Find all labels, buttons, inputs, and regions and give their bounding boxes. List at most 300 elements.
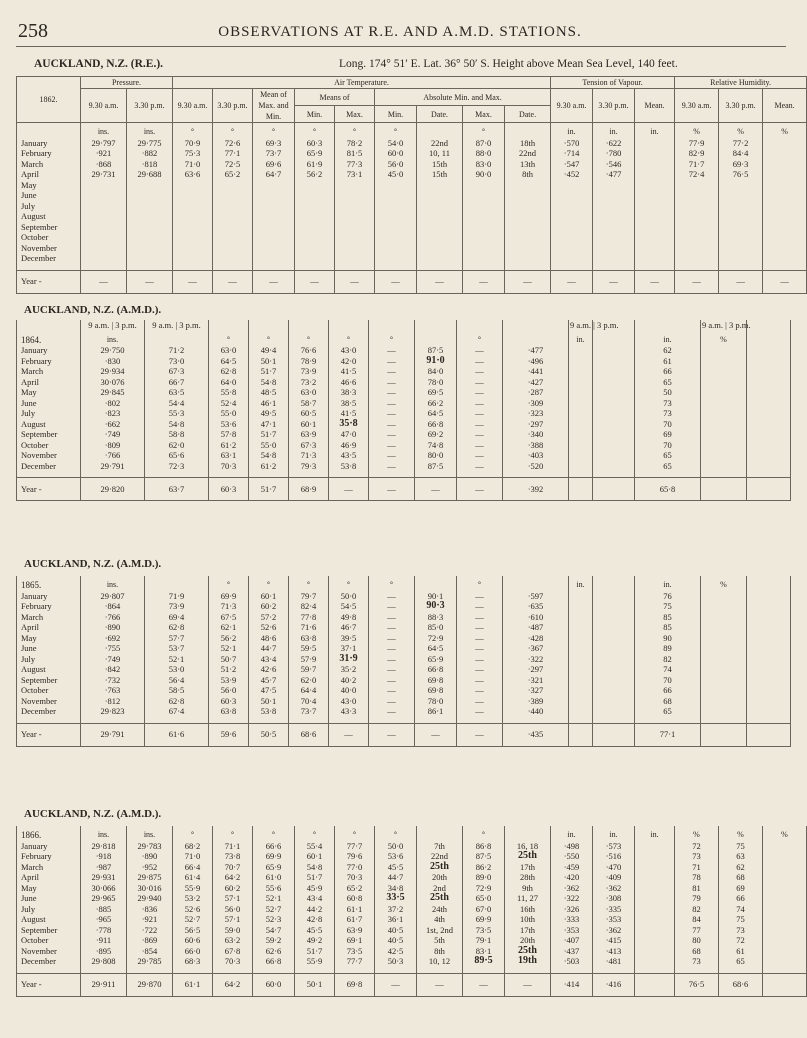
data-cell xyxy=(551,201,593,212)
data-cell: 63·9 xyxy=(335,925,375,936)
data-cell xyxy=(593,356,635,367)
data-cell: 61·4 xyxy=(173,872,213,883)
data-cell: ·854 xyxy=(127,946,173,957)
data-cell: 65·0 xyxy=(463,893,505,904)
year-total-cell: 29·820 xyxy=(81,478,145,501)
data-cell: 29·808 xyxy=(81,956,127,967)
data-cell xyxy=(701,601,747,612)
data-cell xyxy=(253,190,295,201)
year-total-cell: — xyxy=(415,723,457,746)
data-cell: 30·076 xyxy=(81,377,145,388)
data-cell: 30·016 xyxy=(127,883,173,894)
data-cell: — xyxy=(457,601,503,612)
year-total-cell: — xyxy=(329,723,369,746)
year-total-cell: — xyxy=(417,973,463,996)
month-label: March xyxy=(17,366,81,377)
data-cell: 22nd xyxy=(505,148,551,159)
data-cell: ·487 xyxy=(503,622,569,633)
data-cell: 54·7 xyxy=(253,925,295,936)
data-cell: 56·0 xyxy=(375,159,417,170)
month-label: January xyxy=(17,345,81,356)
data-cell xyxy=(675,222,719,233)
data-cell xyxy=(569,612,593,623)
data-cell: 53·0 xyxy=(145,664,209,675)
year-total-cell: 60·0 xyxy=(253,973,295,996)
unit-cell: in. xyxy=(635,576,701,591)
data-cell xyxy=(763,148,807,159)
data-cell: 62·0 xyxy=(145,440,209,451)
data-cell xyxy=(417,211,463,222)
data-cell xyxy=(375,222,417,233)
table-row xyxy=(17,956,807,967)
data-cell xyxy=(719,222,763,233)
data-cell: 65 xyxy=(635,450,701,461)
data-cell: 48·6 xyxy=(249,633,289,644)
year-total-cell: ·392 xyxy=(503,478,569,501)
data-cell: 71·7 xyxy=(675,159,719,170)
unit-cell: ° xyxy=(249,576,289,591)
data-cell xyxy=(463,253,505,264)
data-cell: 29·797 xyxy=(81,138,127,149)
data-cell: 90·0 xyxy=(463,169,505,180)
unit-cell xyxy=(145,331,209,346)
data-cell: 40·0 xyxy=(329,685,369,696)
data-cell xyxy=(505,253,551,264)
data-cell: 29·783 xyxy=(127,841,173,852)
subhead-row xyxy=(17,320,791,331)
data-cell: ·714 xyxy=(551,148,593,159)
data-cell xyxy=(747,706,791,717)
unit-cell: ° xyxy=(253,826,295,841)
data-cell: 69 xyxy=(719,883,763,894)
data-cell: ·498 xyxy=(551,841,593,852)
data-cell xyxy=(635,211,675,222)
page-number: 258 xyxy=(18,20,48,42)
data-cell xyxy=(747,622,791,633)
data-cell: 65 xyxy=(635,706,701,717)
data-cell: — xyxy=(369,591,415,602)
data-cell xyxy=(335,211,375,222)
data-cell: 72 xyxy=(675,841,719,852)
month-label: December xyxy=(17,956,81,967)
data-cell: 58·5 xyxy=(145,685,209,696)
data-cell xyxy=(701,461,747,472)
data-cell xyxy=(173,211,213,222)
unit-cell: ° xyxy=(213,826,253,841)
head-mean-of: Mean of Max. and Min. xyxy=(253,89,295,123)
data-cell: 53·6 xyxy=(209,419,249,430)
data-cell: ·340 xyxy=(503,429,569,440)
subhead-cell xyxy=(457,320,503,331)
unit-cell: in. xyxy=(635,123,675,138)
data-cell: 77·7 xyxy=(335,841,375,852)
data-cell xyxy=(551,253,593,264)
data-cell xyxy=(675,190,719,201)
table-row xyxy=(17,419,791,430)
data-cell xyxy=(213,232,253,243)
data-cell: ·520 xyxy=(503,461,569,472)
subhead-cell: 9 a.m. | 3 p.m. xyxy=(702,320,751,330)
data-cell: — xyxy=(457,664,503,675)
table-row xyxy=(17,253,807,264)
year-total-cell: — xyxy=(457,723,503,746)
data-cell xyxy=(747,612,791,623)
data-cell: 56·2 xyxy=(209,633,249,644)
data-cell: 24th xyxy=(417,904,463,915)
subhead-cell xyxy=(369,320,415,331)
data-cell: ·965 xyxy=(81,914,127,925)
data-cell: 9th xyxy=(505,883,551,894)
data-cell: 71·1 xyxy=(213,841,253,852)
data-cell: — xyxy=(369,675,415,686)
data-cell: 60·3 xyxy=(209,696,249,707)
table-row xyxy=(17,356,791,367)
data-cell: 39·5 xyxy=(329,633,369,644)
unit-cell: ° xyxy=(375,123,417,138)
data-cell xyxy=(569,450,593,461)
data-cell: 59·5 xyxy=(289,643,329,654)
data-cell: 47·0 xyxy=(329,429,369,440)
data-cell xyxy=(335,190,375,201)
data-cell: 60·3 xyxy=(295,138,335,149)
table-row xyxy=(17,180,807,191)
data-cell: ·597 xyxy=(503,591,569,602)
data-cell: 1st, 2nd xyxy=(417,925,463,936)
data-cell: 47·1 xyxy=(249,419,289,430)
data-cell: 71·6 xyxy=(289,622,329,633)
table-row xyxy=(17,169,807,180)
data-cell: 75 xyxy=(719,841,763,852)
data-cell: 69·6 xyxy=(253,159,295,170)
data-cell xyxy=(295,243,335,254)
data-cell: — xyxy=(457,377,503,388)
unit-row xyxy=(17,826,807,841)
data-cell: ·780 xyxy=(593,148,635,159)
data-cell: 25th xyxy=(417,862,463,873)
table-row xyxy=(17,851,807,862)
data-cell: 73 xyxy=(635,408,701,419)
data-cell xyxy=(701,612,747,623)
data-cell xyxy=(763,243,807,254)
unit-cell: ° xyxy=(209,331,249,346)
data-cell xyxy=(593,664,635,675)
data-cell xyxy=(127,201,173,212)
data-cell: ·882 xyxy=(127,148,173,159)
data-cell: 90·1 xyxy=(415,591,457,602)
data-cell: 60·5 xyxy=(289,408,329,419)
data-cell xyxy=(747,408,791,419)
data-cell: 77·0 xyxy=(335,862,375,873)
data-cell: 60·8 xyxy=(335,893,375,904)
data-cell: 38·3 xyxy=(329,387,369,398)
data-cell: — xyxy=(457,461,503,472)
data-cell: ·297 xyxy=(503,664,569,675)
table-1862 xyxy=(16,76,807,294)
year-total-cell: — xyxy=(81,270,127,293)
data-cell: 69·3 xyxy=(719,159,763,170)
data-cell xyxy=(173,180,213,191)
data-cell xyxy=(763,159,807,170)
data-cell: 73·2 xyxy=(289,377,329,388)
data-cell: 29·731 xyxy=(81,169,127,180)
data-cell xyxy=(375,253,417,264)
data-cell: 17th xyxy=(505,925,551,936)
head-pm: 3.30 p.m. xyxy=(127,89,173,123)
data-cell: 62 xyxy=(635,345,701,356)
data-cell: 8th xyxy=(505,169,551,180)
data-cell: ·547 xyxy=(551,159,593,170)
data-cell: ·407 xyxy=(551,935,593,946)
data-cell xyxy=(701,654,747,665)
data-cell: 29·785 xyxy=(127,956,173,967)
data-cell: ·890 xyxy=(127,851,173,862)
month-label: August xyxy=(17,914,81,925)
data-cell: 69·8 xyxy=(415,685,457,696)
year-total-cell: 29·911 xyxy=(81,973,127,996)
table-1866 xyxy=(16,826,807,997)
data-cell: 74·8 xyxy=(415,440,457,451)
month-label: November xyxy=(17,946,81,957)
data-cell: 54·0 xyxy=(375,138,417,149)
month-label: April xyxy=(17,872,81,883)
data-cell: 43·3 xyxy=(329,706,369,717)
data-cell: 73·8 xyxy=(213,851,253,862)
data-cell: 8th xyxy=(417,946,463,957)
data-cell: 62·8 xyxy=(209,366,249,377)
data-cell xyxy=(335,253,375,264)
year-total-cell: — xyxy=(457,478,503,501)
data-cell: 25th xyxy=(417,893,463,904)
data-cell xyxy=(635,925,675,936)
data-cell: ·477 xyxy=(503,345,569,356)
data-cell xyxy=(635,893,675,904)
data-cell xyxy=(747,450,791,461)
year-total-cell xyxy=(701,478,747,501)
data-cell xyxy=(701,664,747,675)
data-cell: 42·5 xyxy=(375,946,417,957)
subhead-cell xyxy=(249,320,289,331)
data-cell xyxy=(593,180,635,191)
year-row xyxy=(17,478,791,501)
data-cell: 55·8 xyxy=(209,387,249,398)
data-cell xyxy=(701,633,747,644)
data-cell xyxy=(593,232,635,243)
data-cell: 67·4 xyxy=(145,706,209,717)
data-cell: 54·5 xyxy=(329,601,369,612)
table-row xyxy=(17,872,807,883)
data-cell: 56·0 xyxy=(213,904,253,915)
data-cell: 53·6 xyxy=(375,851,417,862)
year-total-label: Year - xyxy=(17,973,81,996)
data-cell xyxy=(701,591,747,602)
data-cell: 74 xyxy=(635,664,701,675)
data-cell xyxy=(569,398,593,409)
data-cell: 67·3 xyxy=(289,440,329,451)
table2-title: AUCKLAND, N.Z. (A.M.D.). xyxy=(24,304,162,316)
year-row xyxy=(17,973,807,996)
data-cell: 73·9 xyxy=(289,366,329,377)
year-total-cell: 29·870 xyxy=(127,973,173,996)
table-row xyxy=(17,841,807,852)
data-cell xyxy=(551,180,593,191)
data-cell: — xyxy=(369,696,415,707)
data-cell xyxy=(127,243,173,254)
data-cell: 31·9 xyxy=(329,654,369,665)
table1-title: AUCKLAND, N.Z. (R.E.). xyxy=(34,58,164,70)
data-cell: 66·8 xyxy=(415,664,457,675)
data-cell: 89·5 xyxy=(463,956,505,967)
data-cell xyxy=(763,935,807,946)
data-cell: 72·3 xyxy=(145,461,209,472)
data-cell: 29·791 xyxy=(81,461,145,472)
data-cell xyxy=(763,883,807,894)
month-label: October xyxy=(17,232,81,243)
data-cell: 54·8 xyxy=(249,377,289,388)
data-cell: — xyxy=(457,440,503,451)
data-cell xyxy=(635,159,675,170)
data-cell xyxy=(569,461,593,472)
air-temp-head: Air Temperature. xyxy=(173,77,551,89)
data-cell xyxy=(701,440,747,451)
data-cell: ·353 xyxy=(593,914,635,925)
data-cell: 51·2 xyxy=(209,664,249,675)
data-cell xyxy=(701,706,747,717)
data-cell: ·823 xyxy=(81,408,145,419)
data-cell: 73 xyxy=(635,398,701,409)
data-cell: — xyxy=(369,408,415,419)
data-cell: 43·4 xyxy=(295,893,335,904)
data-cell: ·440 xyxy=(503,706,569,717)
data-cell: ·362 xyxy=(593,925,635,936)
data-cell: 52·3 xyxy=(253,914,295,925)
unit-cell: ° xyxy=(463,123,505,138)
data-cell xyxy=(213,243,253,254)
data-cell xyxy=(635,169,675,180)
data-cell xyxy=(593,612,635,623)
data-cell: 72·4 xyxy=(675,169,719,180)
data-cell: 57·2 xyxy=(249,612,289,623)
data-cell xyxy=(417,253,463,264)
data-cell xyxy=(747,633,791,644)
data-cell: 69·2 xyxy=(415,429,457,440)
data-cell xyxy=(253,180,295,191)
table-row xyxy=(17,159,807,170)
month-label: August xyxy=(17,211,81,222)
unit-cell: ° xyxy=(375,826,417,841)
data-cell xyxy=(593,398,635,409)
year-total-cell: — xyxy=(335,270,375,293)
subhead-cell xyxy=(289,320,329,331)
data-cell: 72·6 xyxy=(213,138,253,149)
unit-cell: ° xyxy=(335,826,375,841)
data-cell xyxy=(551,243,593,254)
unit-cell: % xyxy=(701,331,747,346)
head-mean: Mean. xyxy=(763,89,807,123)
data-cell xyxy=(763,253,807,264)
data-cell: 67·3 xyxy=(145,366,209,377)
data-cell xyxy=(173,190,213,201)
data-cell xyxy=(593,643,635,654)
data-cell: 54·8 xyxy=(145,419,209,430)
unit-cell: in. xyxy=(635,826,675,841)
data-cell: 49·5 xyxy=(249,408,289,419)
head-min: Min. xyxy=(375,106,417,123)
head-max: Max. xyxy=(463,106,505,123)
data-cell: — xyxy=(369,440,415,451)
data-cell: — xyxy=(457,675,503,686)
data-cell xyxy=(375,201,417,212)
data-cell: 55·6 xyxy=(253,883,295,894)
data-cell xyxy=(593,654,635,665)
data-cell: 60·1 xyxy=(289,419,329,430)
data-cell: 69·4 xyxy=(145,612,209,623)
data-cell: 62·0 xyxy=(289,675,329,686)
data-cell xyxy=(763,222,807,233)
data-cell: 90 xyxy=(635,633,701,644)
data-cell: 41·5 xyxy=(329,408,369,419)
data-cell: — xyxy=(369,633,415,644)
data-cell: ·550 xyxy=(551,851,593,862)
data-cell xyxy=(593,450,635,461)
unit-cell: ° xyxy=(463,826,505,841)
data-cell xyxy=(747,345,791,356)
data-cell: ·459 xyxy=(551,862,593,873)
unit-cell xyxy=(503,331,569,346)
data-cell: 61 xyxy=(635,356,701,367)
year-total-cell: 68·6 xyxy=(289,723,329,746)
data-cell: 65·2 xyxy=(213,169,253,180)
data-cell: 89 xyxy=(635,643,701,654)
data-cell: 57·1 xyxy=(213,893,253,904)
data-cell: 17th xyxy=(505,862,551,873)
data-cell: 78·0 xyxy=(415,377,457,388)
header-rule xyxy=(16,46,786,47)
data-cell xyxy=(253,222,295,233)
data-cell: ·362 xyxy=(551,883,593,894)
data-cell xyxy=(747,377,791,388)
data-cell xyxy=(463,232,505,243)
data-cell: ·413 xyxy=(593,946,635,957)
data-cell xyxy=(675,253,719,264)
data-cell: ·921 xyxy=(81,148,127,159)
data-cell: 16, 18 xyxy=(505,841,551,852)
month-label: February xyxy=(17,148,81,159)
data-cell: 52·7 xyxy=(253,904,295,915)
month-label: September xyxy=(17,429,81,440)
year-total-label: Year - xyxy=(17,270,81,293)
month-label: March xyxy=(17,159,81,170)
data-cell xyxy=(375,211,417,222)
unit-cell: ° xyxy=(329,331,369,346)
data-cell xyxy=(569,643,593,654)
data-cell: 45·9 xyxy=(295,883,335,894)
data-cell: 52·1 xyxy=(145,654,209,665)
data-cell: — xyxy=(369,461,415,472)
data-cell xyxy=(569,366,593,377)
data-cell: 51·7 xyxy=(249,429,289,440)
data-cell xyxy=(505,211,551,222)
data-cell: 77·7 xyxy=(335,956,375,967)
data-cell: ·427 xyxy=(503,377,569,388)
month-label: June xyxy=(17,643,81,654)
data-cell: — xyxy=(369,398,415,409)
data-cell: 78 xyxy=(675,872,719,883)
data-cell xyxy=(747,664,791,675)
table-row xyxy=(17,387,791,398)
data-cell xyxy=(417,222,463,233)
month-label: April xyxy=(17,377,81,388)
data-cell xyxy=(127,190,173,201)
